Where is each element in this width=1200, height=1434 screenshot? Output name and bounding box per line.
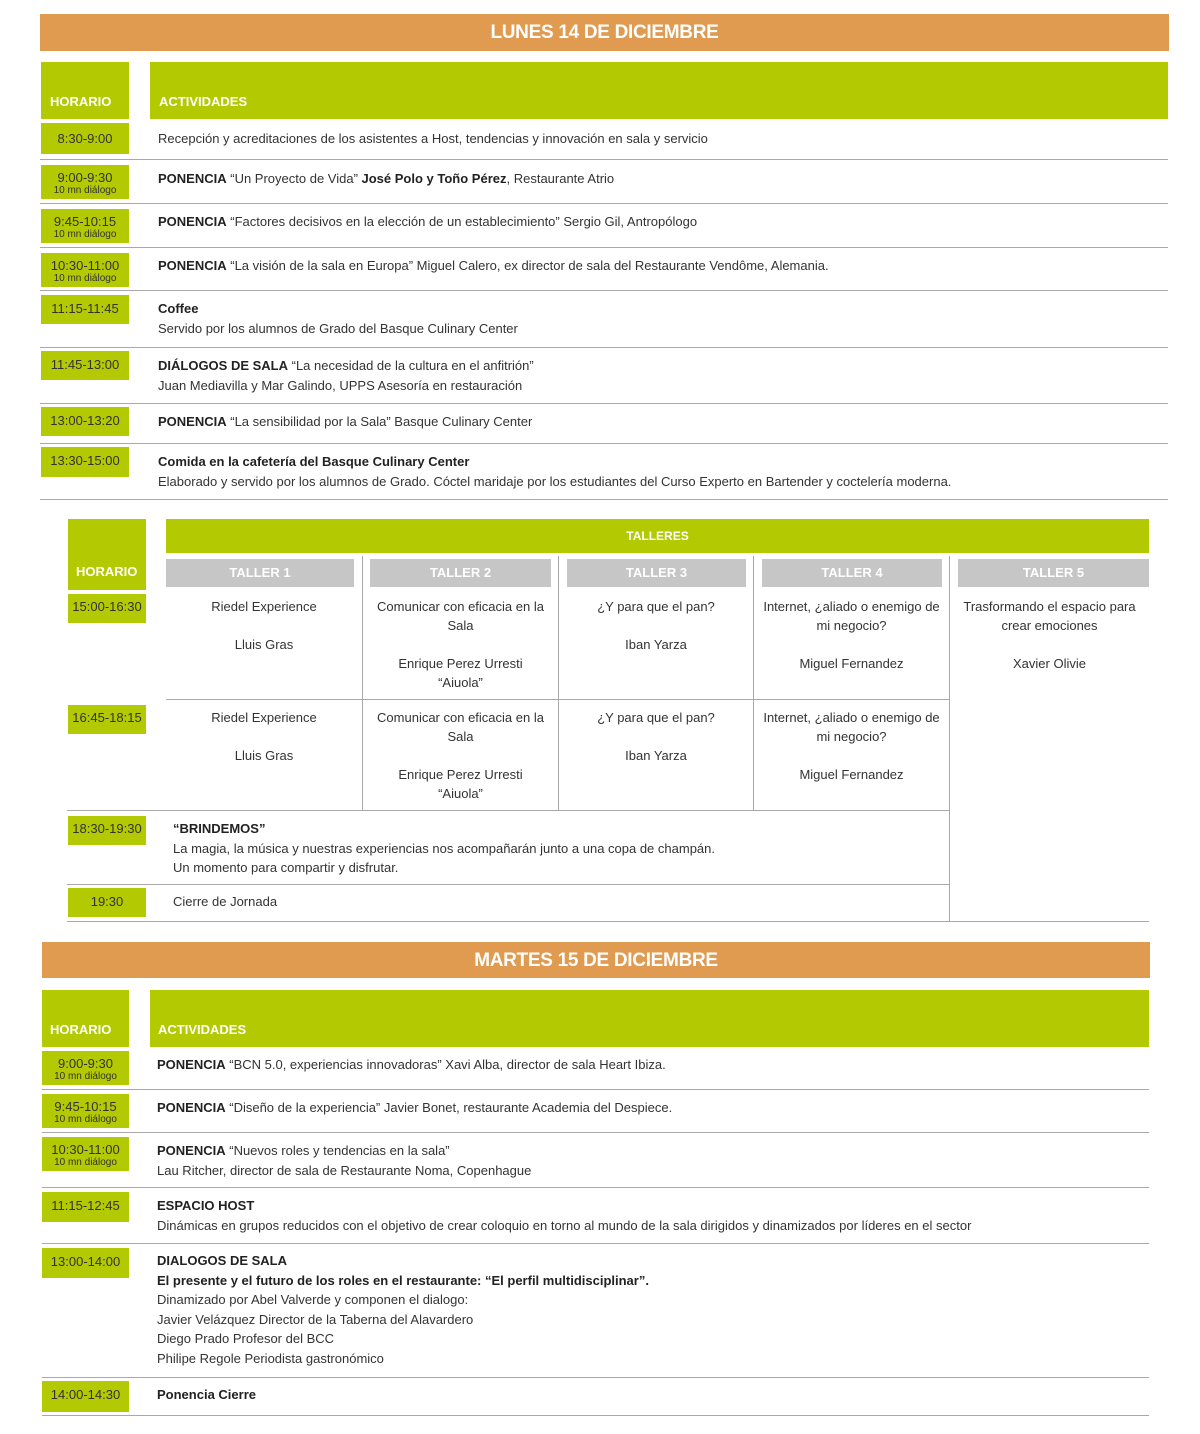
- activity-text: “BCN 5.0, experiencias innovadoras” Xavi Alba, director de sala Heart Ibiza.: [225, 1057, 666, 1072]
- activity: [157, 1098, 672, 1118]
- time-label: 11:45-13:00: [50, 357, 120, 372]
- time-label: 9:00-9:30: [58, 1056, 113, 1071]
- divider: [67, 810, 950, 811]
- taller-speaker: Miguel Fernandez: [799, 656, 904, 671]
- activity: [158, 129, 708, 149]
- activity-type: “BRINDEMOS”: [173, 821, 266, 836]
- time-label: 15:00-16:30: [72, 599, 142, 614]
- activity-type: PONENCIA: [157, 1143, 226, 1158]
- time-label: 18:30-19:30: [72, 821, 142, 836]
- taller-title: Comunicar con eficacia en la: [377, 599, 544, 614]
- activity: [157, 1141, 531, 1180]
- activity: [158, 256, 829, 276]
- activity-type: PONENCIA: [158, 171, 227, 186]
- time-label: 9:00-9:30: [57, 170, 113, 185]
- activity-text: “La visión de la sala en Europa” Miguel Calero, ex director de sala del Restaurante Vendôme, Alemania.: [226, 258, 829, 273]
- speaker-names: José Polo y Toño Pérez: [361, 171, 507, 186]
- talleres-horario-header: [68, 519, 146, 590]
- activity-detail: Diego Prado Profesor del BCC: [157, 1331, 335, 1346]
- time-slot: [42, 1381, 129, 1412]
- activity-type: DIALOGOS DE SALA: [157, 1253, 288, 1268]
- taller-cell: [363, 708, 558, 803]
- time-label: 9:45-10:15: [53, 214, 117, 229]
- activity-detail: Elaborado y servido por los alumnos de Grado. Cóctel maridaje por los estudiantes del Curso Experto en Bartender y coctelería moderna.: [158, 473, 952, 489]
- divider: [166, 699, 950, 700]
- taller-speaker: Enrique Perez Urresti: [398, 767, 523, 782]
- time-slot: [42, 1192, 129, 1222]
- activity-text: , Restaurante Atrio: [506, 171, 615, 186]
- activity-type: Ponencia Cierre: [157, 1387, 256, 1402]
- taller-speaker-note: “Aiuola”: [438, 786, 483, 801]
- time-slot: [41, 295, 129, 324]
- activity-type: PONENCIA: [158, 414, 227, 429]
- taller-speaker: Miguel Fernandez: [799, 767, 904, 782]
- dialog-note: 10 mn diálogo: [54, 1071, 117, 1082]
- activity: [158, 356, 534, 395]
- activity: [157, 1196, 971, 1235]
- taller-4-header: TALLER 4: [762, 559, 942, 587]
- time-slot: [68, 705, 146, 734]
- actividades-header-label: ACTIVIDADES: [158, 1022, 247, 1037]
- activity-type: Comida en la cafetería del Basque Culinary Center: [158, 454, 470, 469]
- day2-banner: MARTES 15 DE DICIEMBRE: [42, 942, 1150, 978]
- activity-text: “Nuevos roles y tendencias en la sala”: [225, 1143, 450, 1158]
- taller-title: mi negocio?: [816, 729, 887, 744]
- taller-cell: [166, 597, 362, 654]
- taller-cell: [754, 597, 949, 673]
- taller-speaker: Iban Yarza: [625, 748, 687, 763]
- activity-subtitle: El presente y el futuro de los roles en el restaurante: “El perfil multidisciplinar”.: [157, 1272, 649, 1288]
- time-slot: [68, 888, 146, 917]
- taller-cell: [559, 597, 753, 654]
- divider: [67, 884, 950, 885]
- taller-cell: [754, 708, 949, 784]
- divider: [558, 556, 559, 811]
- taller-speaker: Xavier Olivie: [1013, 656, 1086, 671]
- taller-cell: [950, 597, 1149, 673]
- horario-header: [42, 990, 129, 1047]
- time-slot: [41, 165, 129, 199]
- time-label: 13:00-14:00: [50, 1254, 121, 1269]
- taller-cell: [363, 597, 558, 692]
- activity-detail: Juan Mediavilla y Mar Galindo, UPPS Asesoría en restauración: [158, 377, 523, 393]
- activity-detail: Dinamizado por Abel Valverde y componen el dialogo:: [157, 1292, 469, 1307]
- time-slot: [42, 1137, 129, 1171]
- time-slot: [41, 447, 129, 477]
- taller-title: ¿Y para que el pan?: [597, 599, 715, 614]
- activity-type: ESPACIO HOST: [157, 1198, 255, 1213]
- activity: [158, 412, 532, 432]
- taller-title: Internet, ¿aliado o enemigo de: [763, 599, 940, 614]
- taller-speaker: Enrique Perez Urresti: [398, 656, 523, 671]
- activity-text: Cierre de Jornada: [173, 894, 278, 909]
- activity-text: “La necesidad de la cultura en el anfitrión”: [288, 358, 534, 373]
- actividades-header: [150, 990, 1149, 1047]
- activity-type: PONENCIA: [157, 1100, 226, 1115]
- activity: [157, 1251, 649, 1368]
- time-label: 11:15-11:45: [51, 301, 119, 316]
- taller-title: Comunicar con eficacia en la: [377, 710, 544, 725]
- activity-type: PONENCIA: [158, 214, 227, 229]
- time-slot: [42, 1094, 129, 1128]
- horario-header-label: HORARIO: [76, 564, 138, 579]
- activity-text: “Un Proyecto de Vida”: [226, 171, 362, 186]
- time-slot: [42, 1248, 129, 1278]
- time-label: 13:30-15:00: [50, 453, 120, 468]
- time-slot: [41, 123, 129, 154]
- time-label: 14:00-14:30: [50, 1387, 121, 1402]
- activity-detail: La magia, la música y nuestras experiencias nos acompañarán junto a una copa de champán.: [173, 840, 715, 856]
- taller-title: crear emociones: [1001, 618, 1098, 633]
- activity: [173, 892, 277, 912]
- taller-5-header: TALLER 5: [958, 559, 1149, 587]
- activity-type: DIÁLOGOS DE SALA: [158, 358, 289, 373]
- time-label: 11:15-12:45: [51, 1198, 120, 1213]
- activity-type: Coffee: [158, 301, 199, 316]
- horario-header: [41, 62, 129, 119]
- activity: [158, 212, 697, 232]
- activity-detail: Un momento para compartir y disfrutar.: [173, 860, 399, 875]
- activity-text: “Diseño de la experiencia” Javier Bonet, restaurante Academia del Despiece.: [225, 1100, 673, 1115]
- dialog-note: 10 mn diálogo: [53, 229, 117, 240]
- talleres-header: TALLERES: [166, 519, 1149, 553]
- taller-speaker: Lluis Gras: [234, 748, 294, 763]
- time-slot: [41, 351, 129, 380]
- actividades-header-label: ACTIVIDADES: [159, 94, 248, 109]
- activity: [157, 1055, 666, 1075]
- dialog-note: 10 mn diálogo: [54, 1157, 117, 1168]
- dialog-note: 10 mn diálogo: [53, 273, 117, 284]
- activity-detail: Philipe Regole Periodista gastronómico: [157, 1350, 384, 1366]
- activity: [157, 1385, 256, 1405]
- taller-cell: [166, 708, 362, 765]
- taller-speaker: Lluis Gras: [234, 637, 294, 652]
- actividades-header: [150, 62, 1168, 119]
- dialog-note: 10 mn diálogo: [53, 185, 117, 196]
- activity-type: PONENCIA: [158, 258, 227, 273]
- taller-1-header: TALLER 1: [166, 559, 354, 587]
- activity-detail: Javier Velázquez Director de la Taberna del Alavardero: [157, 1311, 474, 1327]
- time-label: 10:30-11:00: [51, 1142, 120, 1157]
- taller-3-header: TALLER 3: [567, 559, 746, 587]
- day1-banner: LUNES 14 DE DICIEMBRE: [40, 14, 1169, 51]
- taller-2-header: TALLER 2: [370, 559, 551, 587]
- horario-header-label: HORARIO: [50, 1022, 112, 1037]
- taller-title: Riedel Experience: [211, 599, 317, 614]
- activity-text: Recepción y acreditaciones de los asistentes a Host, tendencias y innovación en sala y servicio: [158, 131, 708, 146]
- taller-speaker: Iban Yarza: [625, 637, 687, 652]
- taller-title: ¿Y para que el pan?: [597, 710, 715, 725]
- time-slot: [42, 1051, 129, 1085]
- activity-detail: Lau Ritcher, director de sala de Restaurante Noma, Copenhague: [157, 1162, 532, 1178]
- activity-detail: Dinámicas en grupos reducidos con el objetivo de crear coloquio en torno al mundo de la sala dirigidos y dinamizados por líderes en el sector: [157, 1217, 972, 1233]
- dialog-note: 10 mn diálogo: [54, 1114, 117, 1125]
- taller-title: mi negocio?: [816, 618, 887, 633]
- divider: [67, 921, 1149, 922]
- taller-speaker-note: “Aiuola”: [438, 675, 483, 690]
- taller-title: Internet, ¿aliado o enemigo de: [763, 710, 940, 725]
- time-slot: [68, 594, 146, 623]
- activity-text: “La sensibilidad por la Sala” Basque Culinary Center: [226, 414, 533, 429]
- activity: [158, 452, 951, 491]
- taller-cell: [559, 708, 753, 765]
- activity: [158, 169, 614, 189]
- time-label: 16:45-18:15: [72, 710, 142, 725]
- taller-title: Sala: [447, 618, 474, 633]
- activity: [173, 819, 715, 878]
- activity: [158, 299, 518, 338]
- activity-type: PONENCIA: [157, 1057, 226, 1072]
- time-label: 19:30: [90, 894, 124, 909]
- horario-header-label: HORARIO: [50, 94, 112, 109]
- time-slot: [41, 407, 129, 436]
- time-label: 13:00-13:20: [50, 413, 120, 428]
- taller-title: Riedel Experience: [211, 710, 317, 725]
- time-label: 8:30-9:00: [57, 131, 113, 146]
- time-slot: [41, 209, 129, 243]
- time-slot: [41, 253, 129, 287]
- time-label: 10:30-11:00: [50, 258, 120, 273]
- taller-title: Trasformando el espacio para: [963, 599, 1136, 614]
- taller-title: Sala: [447, 729, 474, 744]
- activity-text: “Factores decisivos en la elección de un establecimiento” Sergio Gil, Antropólogo: [226, 214, 698, 229]
- activity-detail: Servido por los alumnos de Grado del Basque Culinary Center: [158, 320, 518, 336]
- time-slot: [68, 816, 146, 845]
- time-label: 9:45-10:15: [54, 1099, 117, 1114]
